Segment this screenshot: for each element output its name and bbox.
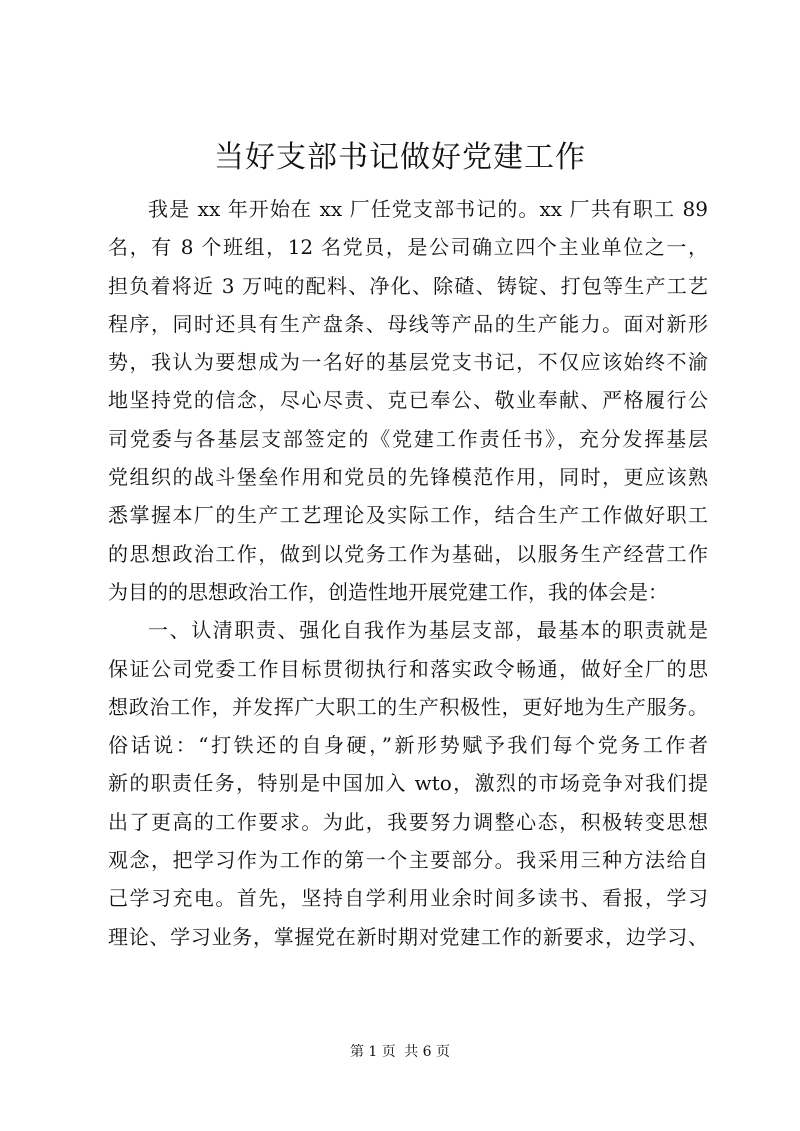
paragraph-line: 想政治工作，并发挥广大职工的生产积极性，更好地为生产服务。 <box>108 694 708 719</box>
page-number: 第 1 页 <box>349 1044 396 1060</box>
paragraph-line: 势，我认为要想成为一名好的基层党支书记，不仅应该始终不渝 <box>108 350 708 375</box>
paragraph-line: 出了更高的工作要求。为此，我要努力调整心态，积极转变思想 <box>108 809 708 834</box>
paragraph-line: 地坚持党的信念，尽心尽责、克已奉公、敬业奉献、严格履行公 <box>108 388 708 413</box>
page-total: 共 6 页 <box>404 1044 451 1060</box>
page-footer <box>0 1042 800 1062</box>
paragraph-line: 担负着将近 3 万吨的配料、净化、除碴、铸锭、打包等生产工艺 <box>108 273 708 298</box>
paragraph-line: 保证公司党委工作目标贯彻执行和落实政令畅通，做好全厂的思 <box>108 656 708 681</box>
paragraph-line: 司党委与各基层支部签定的《党建工作责任书》，充分发挥基层 <box>108 426 708 451</box>
paragraph-line: 一、认清职责、强化自我作为基层支部，最基本的职责就是 <box>148 618 708 643</box>
paragraph-line: 悉掌握本厂的生产工艺理论及实际工作，结合生产工作做好职工 <box>108 503 708 528</box>
paragraph-line: 名，有 8 个班组，12 名党员，是公司确立四个主业单位之一， <box>108 235 708 260</box>
document-body <box>108 190 708 956</box>
paragraph-line: 程序，同时还具有生产盘条、母线等产品的生产能力。面对新形 <box>108 311 708 336</box>
document-title: 当好支部书记做好党建工作 <box>214 140 586 175</box>
paragraph-line: 新的职责任务，特别是中国加入 wto，激烈的市场竞争对我们提 <box>108 771 708 796</box>
paragraph-line: 为目的的思想政治工作，创造性地开展党建工作，我的体会是： <box>108 579 668 604</box>
paragraph-line: 我是 xx 年开始在 xx 厂任党支部书记的。xx 厂共有职工 89 <box>148 197 708 221</box>
paragraph-line: 俗话说：“打铁还的自身硬，”新形势赋予我们每个党务工作者 <box>108 733 708 758</box>
paragraph-line: 理论、学习业务，掌握党在新时期对党建工作的新要求，边学习、 <box>108 924 708 949</box>
paragraph-line: 的思想政治工作，做到以党务工作为基础，以服务生产经营工作 <box>108 541 708 566</box>
paragraph-line: 观念，把学习作为工作的第一个主要部分。我采用三种方法给自 <box>108 848 708 873</box>
paragraph-line: 党组织的战斗堡垒作用和党员的先锋模范作用，同时，更应该熟 <box>108 465 708 490</box>
paragraph-line: 己学习充电。首先，坚持自学利用业余时间多读书、看报，学习 <box>108 886 708 911</box>
